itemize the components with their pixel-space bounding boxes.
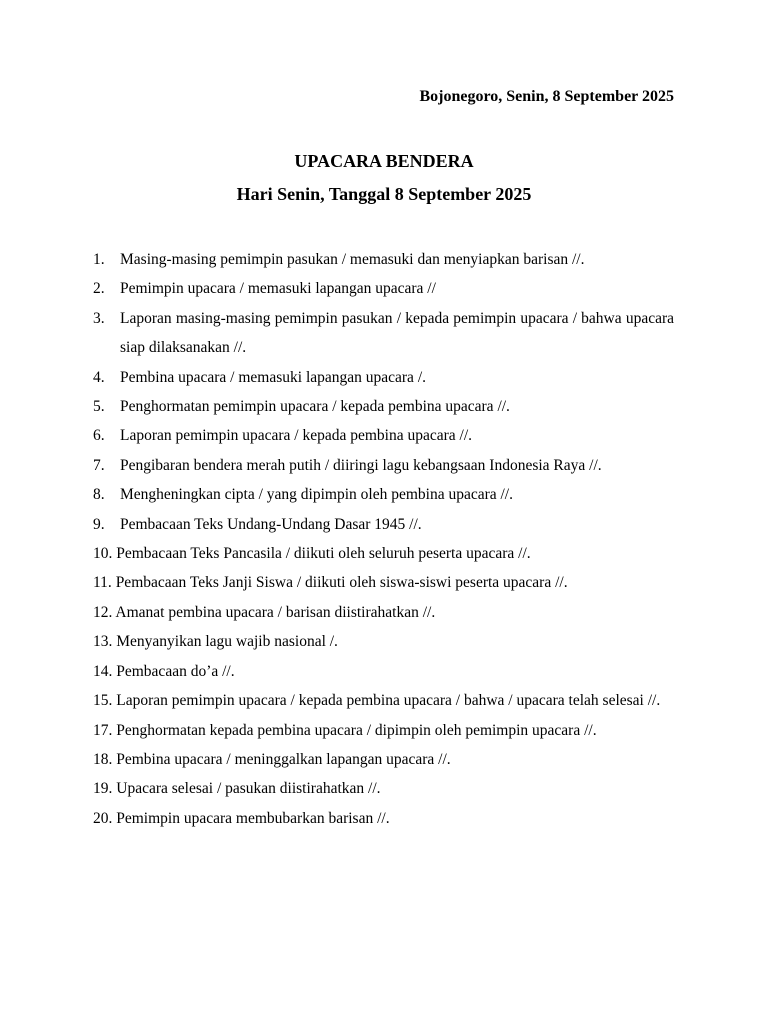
item-number: 2. xyxy=(93,280,105,298)
item-text: Menyanyikan lagu wajib nasional /. xyxy=(116,633,338,651)
list-item xyxy=(93,716,674,745)
list-item xyxy=(93,363,674,392)
item-text: Pemimpin upacara / memasuki lapangan upacara // xyxy=(120,280,436,298)
document-subtitle: Hari Senin, Tanggal 8 September 2025 xyxy=(236,184,532,204)
item-number: 12. xyxy=(93,603,113,621)
place-date: Bojonegoro, Senin, 8 September 2025 xyxy=(419,88,674,105)
item-number: 19. xyxy=(93,780,113,798)
item-number: 14. xyxy=(93,662,113,680)
item-text: Masing-masing pemimpin pasukan / memasuki dan menyiapkan barisan //. xyxy=(120,251,585,268)
item-text: Pengibaran bendera merah putih / diiringi lagu kebangsaan Indonesia Raya //. xyxy=(120,456,602,474)
list-item xyxy=(93,510,674,539)
list-item xyxy=(93,451,674,480)
item-text: Mengheningkan cipta / yang dipimpin oleh pembina upacara //. xyxy=(120,486,513,504)
list-item xyxy=(93,274,674,303)
item-number: 8. xyxy=(93,486,105,504)
ceremony-steps-list xyxy=(93,245,674,833)
item-text: Pemimpin upacara membubarkan barisan //. xyxy=(116,809,390,827)
item-number: 20. xyxy=(93,809,113,827)
item-text: Laporan masing-masing pemimpin pasukan / kepada pemimpin upacara / bahwa upacara siap dilaksanakan //. xyxy=(120,309,674,357)
item-number: 6. xyxy=(93,427,105,445)
document-title: UPACARA BENDERA xyxy=(294,151,474,171)
item-number: 10. xyxy=(93,545,113,563)
item-text: Pembina upacara / memasuki lapangan upacara /. xyxy=(120,368,426,386)
item-number: 7. xyxy=(93,456,105,474)
item-number: 15. xyxy=(93,692,113,710)
list-item xyxy=(93,686,674,715)
list-item xyxy=(93,421,674,450)
list-item xyxy=(93,480,674,509)
item-text: Amanat pembina upacara / barisan diistirahatkan //. xyxy=(115,603,436,621)
list-item xyxy=(93,774,674,803)
item-text: Pembacaan Teks Janji Siswa / diikuti oleh siswa-siswi peserta upacara //. xyxy=(115,574,568,592)
item-text: Laporan pemimpin upacara / kepada pembina upacara / bahwa / upacara telah selesai //. xyxy=(116,692,661,710)
list-item xyxy=(93,598,674,627)
list-item xyxy=(93,392,674,421)
item-text: Penghormatan kepada pembina upacara / dipimpin oleh pemimpin upacara //. xyxy=(116,721,597,739)
item-text: Pembina upacara / meninggalkan lapangan upacara //. xyxy=(116,750,451,768)
item-number: 18. xyxy=(93,750,113,768)
item-number: 17. xyxy=(93,721,113,739)
item-text: Upacara selesai / pasukan diistirahatkan //. xyxy=(116,780,381,798)
item-text: Pembacaan Teks Pancasila / diikuti oleh seluruh peserta upacara //. xyxy=(116,545,531,563)
list-item xyxy=(93,627,674,656)
list-item xyxy=(93,568,674,597)
item-number: 13. xyxy=(93,633,113,651)
list-item xyxy=(93,304,674,363)
item-number: 9. xyxy=(93,515,105,533)
item-number: 11. xyxy=(93,574,112,592)
item-number: 1. xyxy=(93,251,105,268)
item-text: Pembacaan Teks Undang-Undang Dasar 1945 //. xyxy=(120,515,422,533)
list-item xyxy=(93,245,674,274)
list-item xyxy=(93,745,674,774)
item-number: 4. xyxy=(93,368,105,386)
list-item xyxy=(93,657,674,686)
item-text: Laporan pemimpin upacara / kepada pembina upacara //. xyxy=(120,427,473,445)
item-text: Penghormatan pemimpin upacara / kepada pembina upacara //. xyxy=(120,398,510,416)
item-number: 3. xyxy=(93,309,105,327)
item-number: 5. xyxy=(93,398,105,416)
list-item xyxy=(93,804,674,833)
item-text: Pembacaan do’a //. xyxy=(116,662,235,680)
list-item xyxy=(93,539,674,568)
